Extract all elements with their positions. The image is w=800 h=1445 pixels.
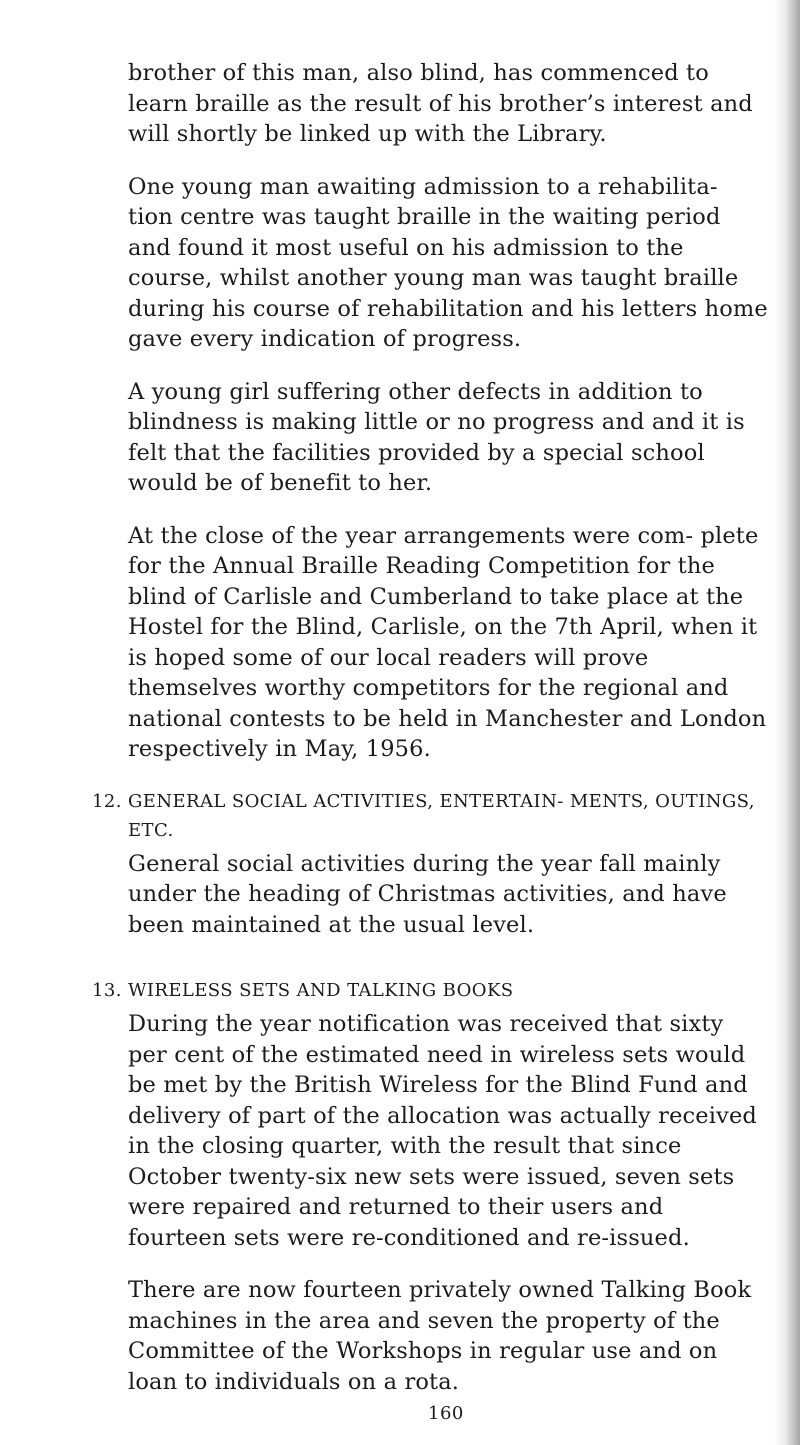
section-title: GENERAL SOCIAL ACTIVITIES, ENTERTAIN- MENTS, OUTINGS, ETC.	[128, 790, 755, 841]
page-number: 160	[428, 1403, 464, 1424]
section-13	[92, 976, 768, 1397]
page-edge-shadow	[774, 0, 800, 1445]
section-title: WIRELESS SETS AND TALKING BOOKS	[128, 980, 514, 1001]
paragraph: One young man awaiting admission to a rehabilita- tion centre was taught braille in the waiting period and found it most useful on his admission to the course, whilst another young man was taught braille during his course of rehabilitation and his letters home gave every indication of progress.	[128, 173, 768, 352]
section-12	[92, 787, 768, 941]
section-number: 13.	[92, 980, 122, 1001]
paragraph: General social activities during the year fall mainly under the heading of Christmas activities, and have been maintained at the usual level.	[128, 850, 727, 938]
paragraph: A young girl suffering other defects in addition to blindness is making little or no progress and and it is felt that the facilities provided by a special school would be of benefit to her.	[128, 378, 745, 496]
page-content	[92, 58, 768, 1419]
paragraph: There are now fourteen privately owned Talking Book machines in the area and seven the property of the Committee of the Workshops in regular use and on loan to individuals on a rota.	[128, 1277, 752, 1395]
section-number: 12.	[92, 790, 122, 812]
section-heading	[92, 976, 768, 1005]
section-heading	[92, 787, 768, 845]
paragraph: brother of this man, also blind, has commenced to learn braille as the result of his brother’s interest and will shortly be linked up with the Library.	[128, 60, 753, 147]
paragraph: During the year notification was received that sixty per cent of the estimated need in wireless sets would be met by the British Wireless for the Blind Fund and delivery of part of the allocation was actually received in the closing quarter, with the result that since October twenty-six new sets were issued, seven sets were repaired and returned to their users and fourteen sets were re-conditioned and re-issued.	[128, 1011, 757, 1251]
paragraph: At the close of the year arrangements were com- plete for the Annual Braille Reading Competition for the blind of Carlisle and Cumberland to take place at the Hostel for the Blind, Carlisle, on the 7th April, when it is hoped some of our local readers will prove themselves worthy competitors for the regional and national contests to be held in Manchester and London respectively in May, 1956.	[128, 522, 767, 762]
